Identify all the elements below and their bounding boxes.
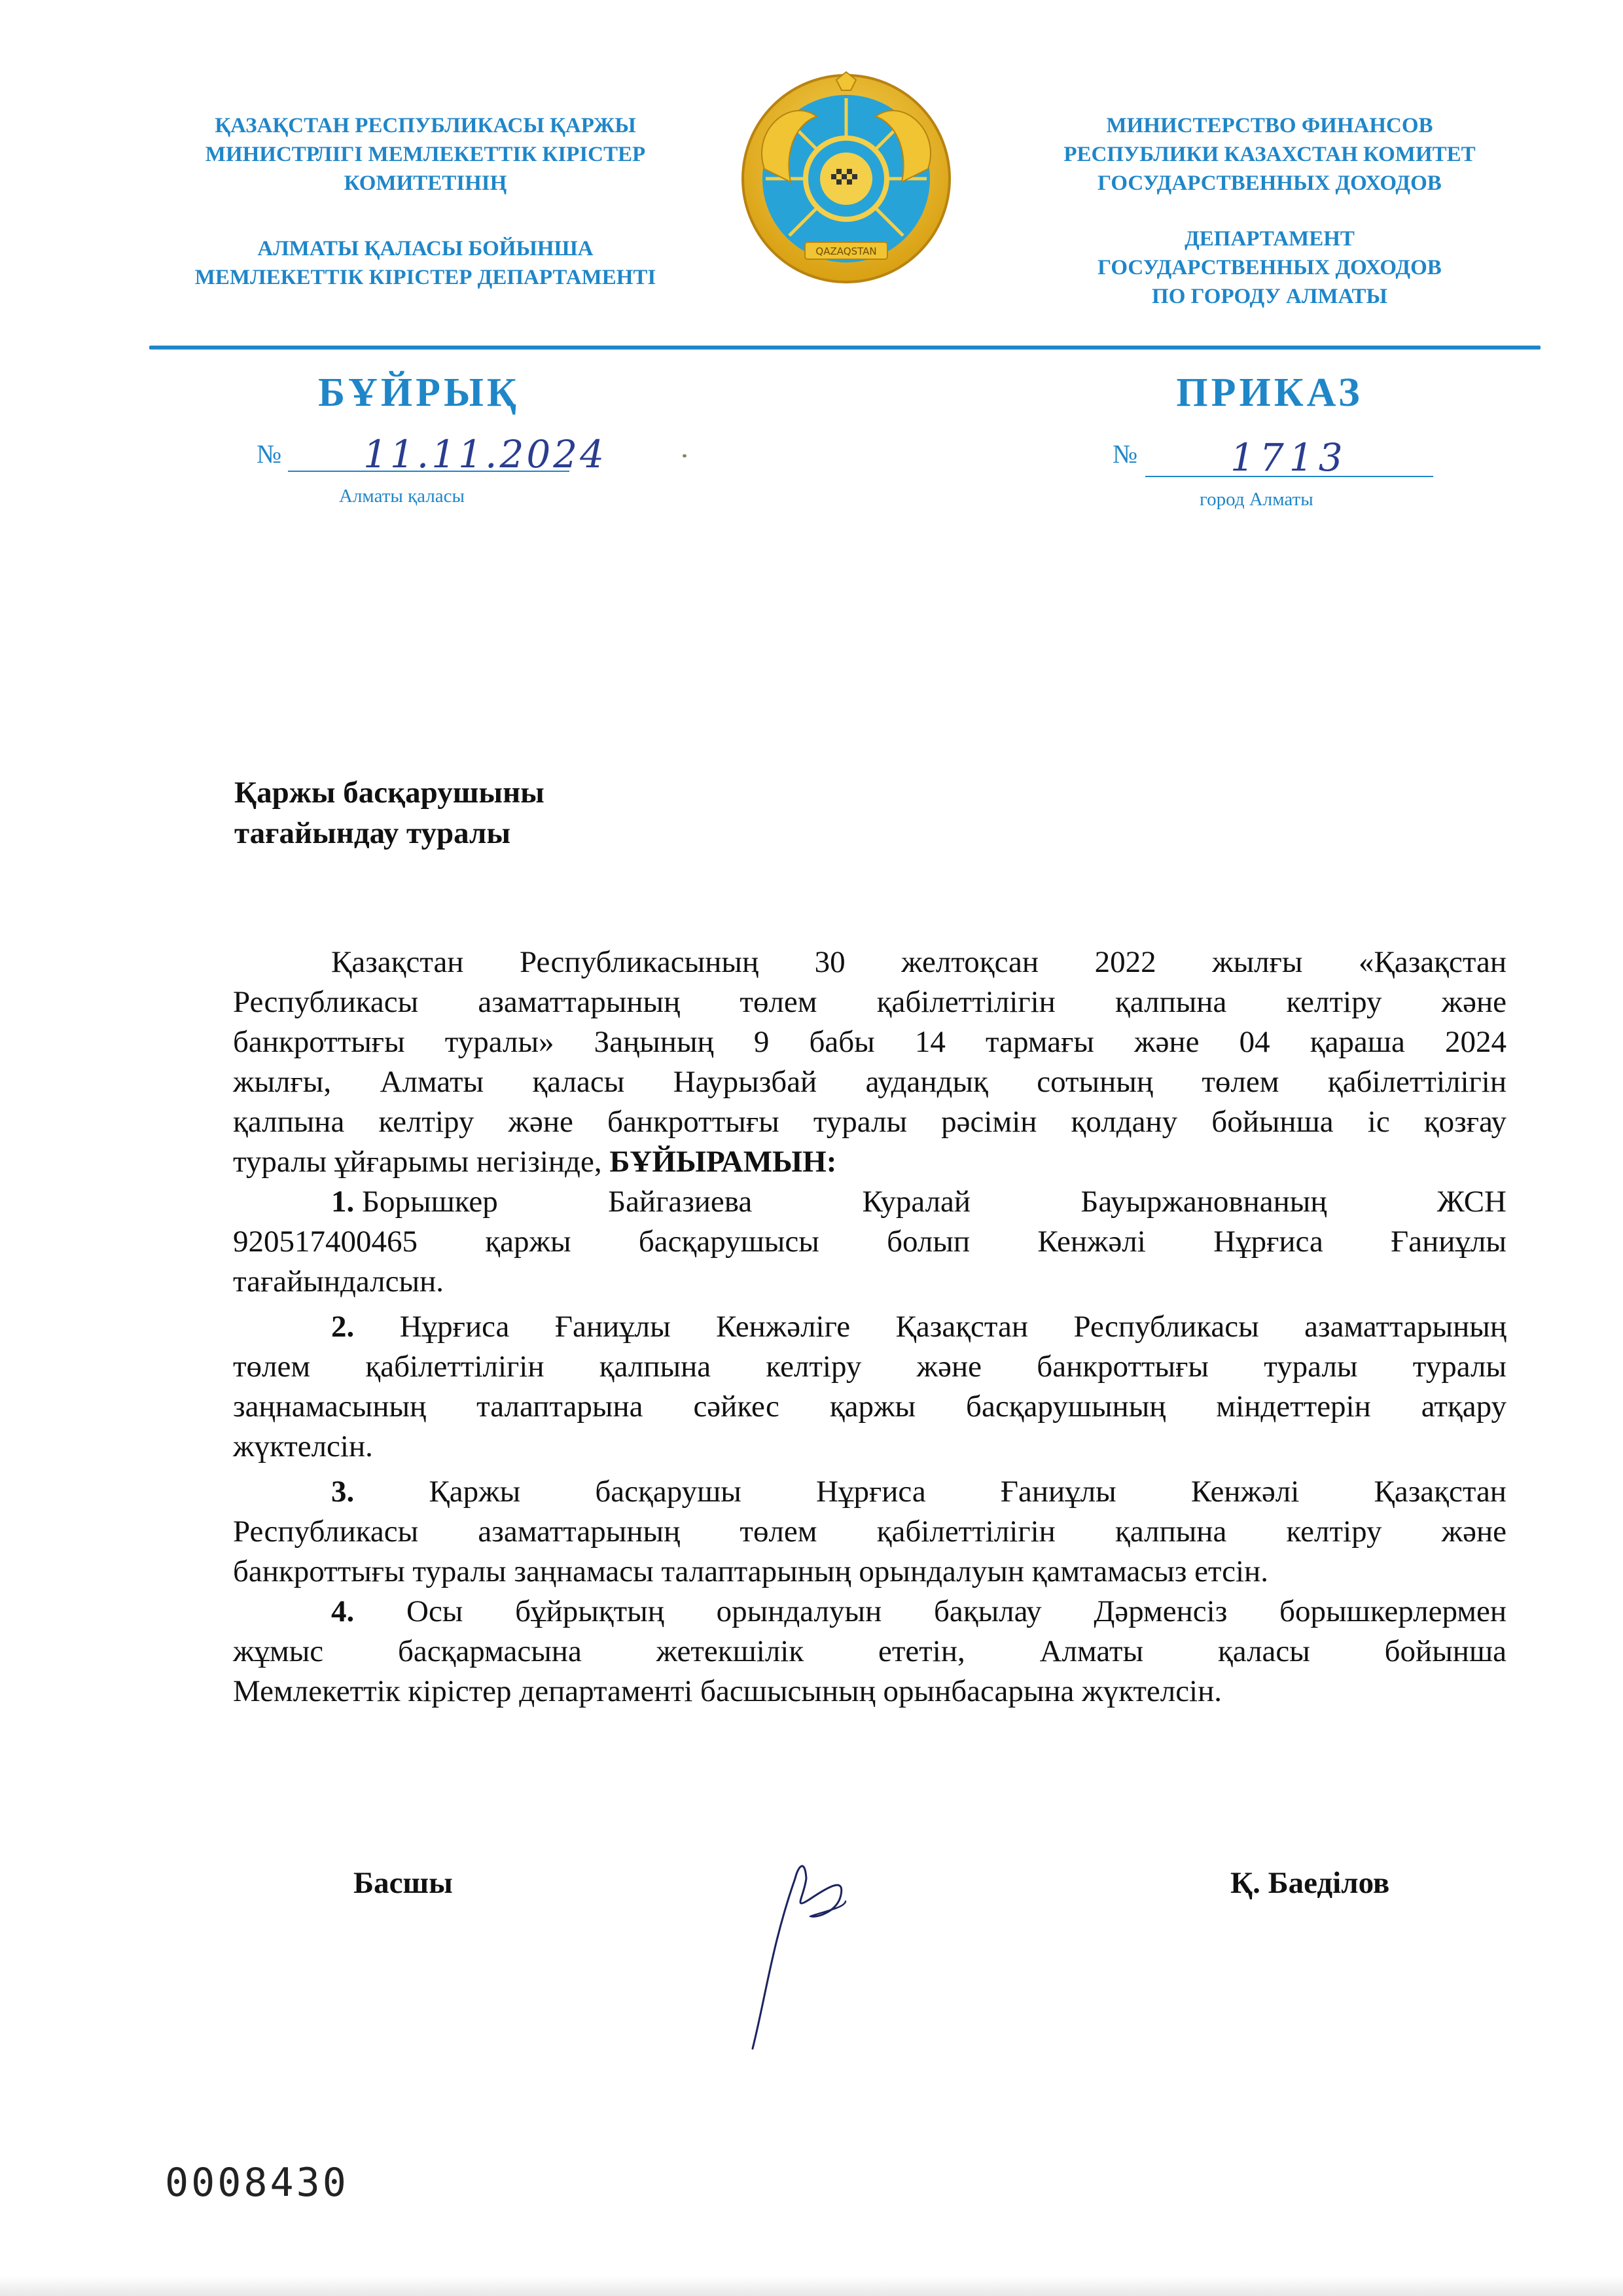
paragraph-gap	[233, 1467, 1507, 1472]
item-1-line-1	[233, 1182, 1507, 1222]
body-line: банкроттығы туралы заңнамасы талаптарының орындалуын қамтамасыз етсін.	[233, 1554, 1268, 1588]
subject-line: тағайындау туралы	[234, 816, 511, 850]
subject-line: Қаржы басқарушыны	[234, 776, 544, 810]
body-line: 920517400465 қаржы басқарушысы болып Кенжәлі Нұрғиса Ғаниұлы	[233, 1225, 1507, 1259]
order-verb: БҰЙЫРАМЫН:	[609, 1145, 837, 1179]
state-emblem-icon	[738, 71, 954, 287]
body-line	[233, 1592, 1507, 1632]
header-line: МИНИСТЕРСТВО ФИНАНСОВ	[1106, 114, 1433, 137]
word: Байгазиева	[608, 1185, 753, 1219]
city-ru: город Алматы	[1200, 489, 1313, 510]
word: Қаржы	[429, 1475, 521, 1509]
intro-last-text: туралы ұйғарымы негізінде,	[233, 1145, 602, 1179]
body-line: жүктелсін.	[233, 1429, 373, 1463]
body-line: тағайындалсын.	[233, 1265, 444, 1299]
header-line: ГОСУДАРСТВЕННЫХ ДОХОДОВ	[1097, 171, 1442, 195]
word: Борышкер	[362, 1185, 498, 1219]
city-kz: Алматы қаласы	[339, 486, 465, 507]
header-line: ГОСУДАРСТВЕННЫХ ДОХОДОВ	[1097, 256, 1442, 279]
item-number: 2.	[331, 1310, 355, 1344]
word: басқарушы	[595, 1475, 741, 1509]
body-line: қалпына келтіру және банкроттығы туралы рәсімін қолдану бойынша іс қозғау	[233, 1105, 1507, 1139]
word: Кенжәлі	[1190, 1475, 1300, 1509]
word: ЖСН	[1436, 1185, 1507, 1219]
body-line: Республикасы азаматтарының төлем қабілеттілігін қалпына келтіру және	[233, 985, 1507, 1019]
signatory-name: Қ. Баеділов	[1230, 1866, 1390, 1900]
header-line: ПО ГОРОДУ АЛМАТЫ	[1152, 285, 1387, 308]
header-kz-department	[105, 234, 746, 292]
scan-speck	[683, 454, 687, 457]
body-line	[233, 1142, 1507, 1182]
item-4-text: Осы бұйрықтың орындалуын бақылау Дәрменсіз борышкерлермен	[406, 1594, 1507, 1628]
number-sign: №	[1113, 439, 1138, 469]
header-line: РЕСПУБЛИКИ КАЗАХСТАН КОМИТЕТ	[1063, 143, 1476, 166]
handwritten-number: 1713	[1230, 435, 1348, 480]
word: Нұрғиса	[816, 1475, 926, 1509]
item-3-line-1	[233, 1472, 1507, 1512]
header-kz-committee	[105, 111, 746, 198]
header-line: МЕМЛЕКЕТТІК КІРІСТЕР ДЕПАРТАМЕНТІ	[194, 266, 656, 289]
item-3-word	[331, 1472, 354, 1512]
paragraph-gap	[233, 1302, 1507, 1307]
emblem-text: QAZAQSTAN	[815, 245, 877, 257]
order-subject	[234, 772, 544, 853]
header-line: ДЕПАРТАМЕНТ	[1185, 227, 1355, 251]
word: Ғаниұлы	[1000, 1475, 1116, 1509]
item-number: 1.	[331, 1185, 355, 1219]
item-1-word	[331, 1182, 498, 1222]
body-line	[233, 1307, 1507, 1347]
header-line: КОМИТЕТІНІҢ	[344, 171, 507, 195]
order-title-kz: БҰЙРЫҚ	[318, 370, 520, 415]
scan-bottom-edge	[0, 2276, 1623, 2296]
body-line: Республикасы азаматтарының төлем қабілеттілігін қалпына келтіру және	[233, 1515, 1507, 1549]
body-line: жылғы, Алматы қаласы Наурызбай аудандық сотының төлем қабілеттілігін	[233, 1065, 1507, 1099]
body-line: банкроттығы туралы» Заңының 9 бабы 14 тармағы және 04 қараша 2024	[233, 1025, 1507, 1059]
body-line: Қазақстан Республикасының 30 желтоқсан 2022 жылғы «Қазақстан	[331, 945, 1507, 979]
header-ru-department	[929, 224, 1610, 311]
number-sign: №	[257, 439, 282, 469]
item-number: 3.	[331, 1475, 355, 1509]
body-line: заңнамасының талаптарына сәйкес қаржы басқарушының міндеттерін атқару	[233, 1390, 1507, 1424]
order-title-ru: ПРИКАЗ	[1176, 370, 1363, 415]
header-ru-committee	[929, 111, 1610, 198]
word: Қазақстан	[1374, 1475, 1507, 1509]
body-line: Мемлекеттік кірістер департаменті басшысының орынбасарына жүктелсін.	[233, 1674, 1222, 1708]
body-line: жұмыс басқармасына жетекшілік ететін, Алматы қаласы бойынша	[233, 1634, 1507, 1668]
signatory-position: Басшы	[353, 1866, 453, 1900]
form-serial-number: 0008430	[165, 2160, 349, 2206]
word: Куралай	[862, 1185, 971, 1219]
header-line: МИНИСТРЛІГІ МЕМЛЕКЕТТІК КІРІСТЕР	[205, 143, 646, 166]
header-line: АЛМАТЫ ҚАЛАСЫ БОЙЫНША	[257, 237, 594, 260]
item-2-text: Нұрғиса Ғаниұлы Кенжәліге Қазақстан Республикасы азаматтарының	[399, 1310, 1507, 1344]
handwritten-date: 11.11.2024	[363, 432, 607, 476]
body-line: төлем қабілеттілігін қалпына келтіру және банкроттығы туралы туралы	[233, 1350, 1507, 1384]
order-body	[233, 942, 1507, 1712]
header-divider	[149, 346, 1541, 350]
handwritten-signature	[733, 1839, 890, 2055]
word: Бауыржановнаның	[1080, 1185, 1327, 1219]
item-number: 4.	[331, 1594, 355, 1628]
header-line: ҚАЗАҚСТАН РЕСПУБЛИКАСЫ ҚАРЖЫ	[215, 114, 636, 137]
